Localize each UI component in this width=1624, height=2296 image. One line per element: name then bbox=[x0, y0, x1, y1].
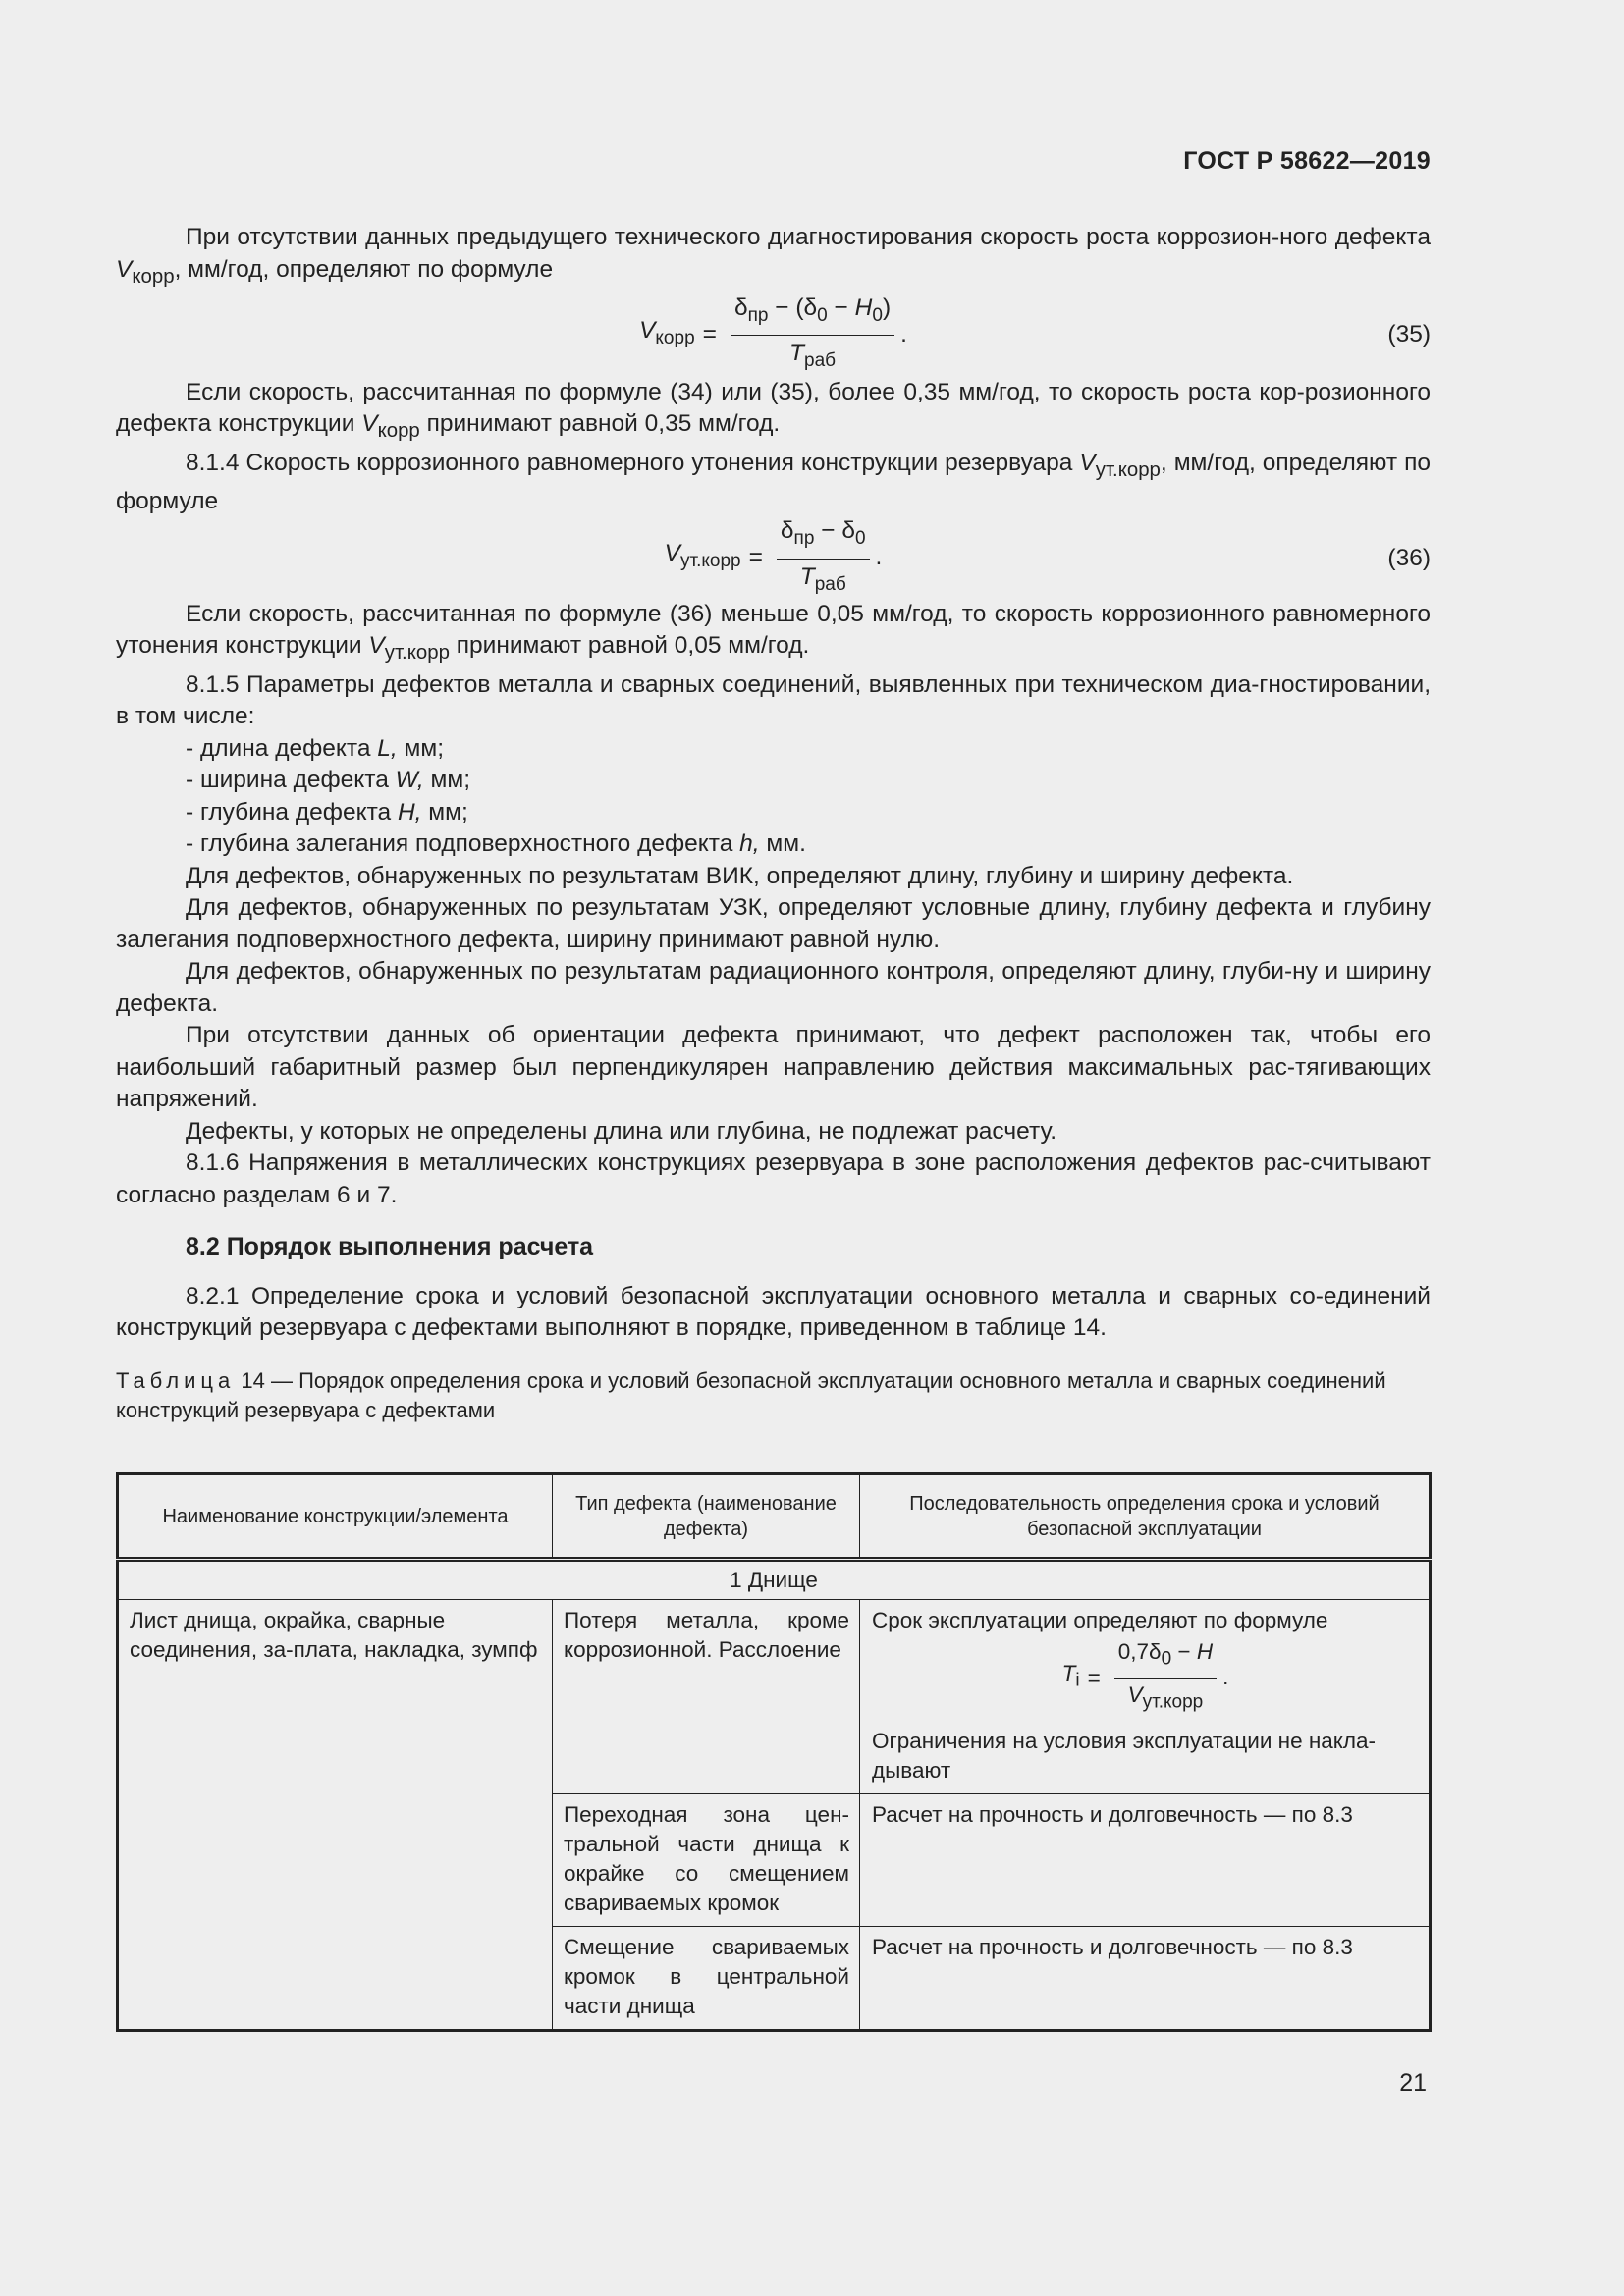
formula-number: (36) bbox=[1387, 544, 1431, 571]
paragraph: При отсутствии данных об ориентации дефекта принимают, что дефект расположен так, чтобы его наибольший габаритный размер был перпендикулярен направлению действия максимальных рас-тягивающих напряжений. bbox=[116, 1022, 1431, 1113]
paragraph: Для дефектов, обнаруженных по результатам радиационного контроля, определяют длину, глуби-ну и ширину дефекта. bbox=[116, 958, 1431, 1017]
formula-number: (35) bbox=[1387, 320, 1431, 347]
page-number: 21 bbox=[1399, 2069, 1427, 2097]
list-item: - глубина залегания подповерхностного дефекта h, мм. bbox=[186, 830, 806, 858]
paragraph: Если скорость, рассчитанная по формуле (36) меньше 0,05 мм/год, то скорость коррозионного равномерного утонения конструкции $V_{ут.корр}$ принимают равной 0,05 мм/год. bbox=[116, 600, 1431, 665]
paragraph: 8.1.6 Напряжения в металлических конструкциях резервуара в зоне расположения дефектов рас-считывают согласно разделам 6 и 7. bbox=[116, 1149, 1431, 1208]
formula-36: $V_{ут.корр}$ = $\frac{\delta_{пр} - \delta_0}{T_{раб}}$ . (36) bbox=[664, 517, 1431, 595]
section-heading: 8.2 Порядок выполнения расчета bbox=[186, 1233, 594, 1261]
paragraph: Для дефектов, обнаруженных по результатам УЗК, определяют условные длину, глубину дефекта и глубину залегания подповерхностного дефекта, ширину принимают равной нулю. bbox=[116, 894, 1431, 953]
element-cell: Лист днища, окрайка, сварные соединения, за-плата, накладка, зумпф bbox=[118, 1600, 553, 2031]
main-text bbox=[116, 222, 1431, 1425]
paragraph: 8.2.1 Определение срока и условий безопасной эксплуатации основного металла и сварных со-единений конструкций резервуара с дефектами выполняют в порядке, приведенном в таблице 14. bbox=[116, 1282, 1431, 1342]
paragraph: Для дефектов, обнаруженных по результатам ВИК, определяют длину, глубину и ширину дефекта. bbox=[186, 862, 1294, 889]
paragraph: При отсутствии данных предыдущего технического диагностирования скорость роста коррозион-ного дефекта $V_{корр}$, мм/год, определяют по формуле bbox=[116, 224, 1431, 288]
table-group-row: 1 Днище bbox=[118, 1560, 1431, 1600]
defect-cell: Переходная зона цен-тральной части днища к окрайке со смещением свариваемых кромок bbox=[553, 1794, 860, 1927]
sequence-cell: Расчет на прочность и долговечность — по 8.3 bbox=[860, 1794, 1431, 1927]
defect-cell: Потеря металла, кроме коррозионной. Расслоение bbox=[553, 1600, 860, 1794]
column-header: Последовательность определения срока и условий безопасной эксплуатации bbox=[860, 1474, 1431, 1560]
list-item: - длина дефекта L, мм; bbox=[186, 734, 445, 762]
table-header-row bbox=[118, 1474, 1431, 1560]
table-row bbox=[118, 1600, 1431, 1794]
paragraph: 8.1.4 Скорость коррозионного равномерного утонения конструкции резервуара $V_{ут.корр}$, мм/год, определяют по формуле bbox=[116, 449, 1431, 515]
document-header: ГОСТ Р 58622—2019 bbox=[1183, 147, 1431, 175]
paragraph: Если скорость, рассчитанная по формуле (34) или (35), более 0,35 мм/год, то скорость роста кор-розионного дефекта конструкции $V_{корр}$ принимают равной 0,35 мм/год. bbox=[116, 378, 1431, 443]
table-14 bbox=[116, 1472, 1432, 2032]
sequence-cell: Срок эксплуатации определяют по формуле $T_i$ = $\frac{0,7\delta_0 - H}{V_{ут.корр}}$ . Ограничения на условия эксплуатации не накла-дывают bbox=[860, 1600, 1431, 1794]
column-header: Тип дефекта (наименование дефекта) bbox=[553, 1474, 860, 1560]
column-header: Наименование конструкции/элемента bbox=[118, 1474, 553, 1560]
table-caption: Таблица 14 — Порядок определения срока и условий безопасной эксплуатации основного металла и сварных соединений конструкций резервуара с дефектами bbox=[116, 1367, 1386, 1422]
paragraph: 8.1.5 Параметры дефектов металла и сварных соединений, выявленных при техническом диа-гностировании, в том числе: bbox=[116, 670, 1431, 730]
sequence-cell: Расчет на прочность и долговечность — по 8.3 bbox=[860, 1927, 1431, 2031]
formula-ti: $T_i$ = $\frac{0,7\delta_0 - H}{V_{ут.корр}}$ . bbox=[1061, 1639, 1229, 1712]
list-item: - ширина дефекта W, мм; bbox=[186, 767, 471, 794]
list-item: - глубина дефекта H, мм; bbox=[186, 798, 468, 826]
formula-35: $V_{корр}$ = $\frac{\delta_{пр} - (\delta_0 - H_0)}{T_{раб}}$ . (35) bbox=[639, 294, 1431, 371]
defect-cell: Смещение свариваемых кромок в центральной части днища bbox=[553, 1927, 860, 2031]
paragraph: Дефекты, у которых не определены длина или глубина, не подлежат расчету. bbox=[186, 1117, 1057, 1145]
